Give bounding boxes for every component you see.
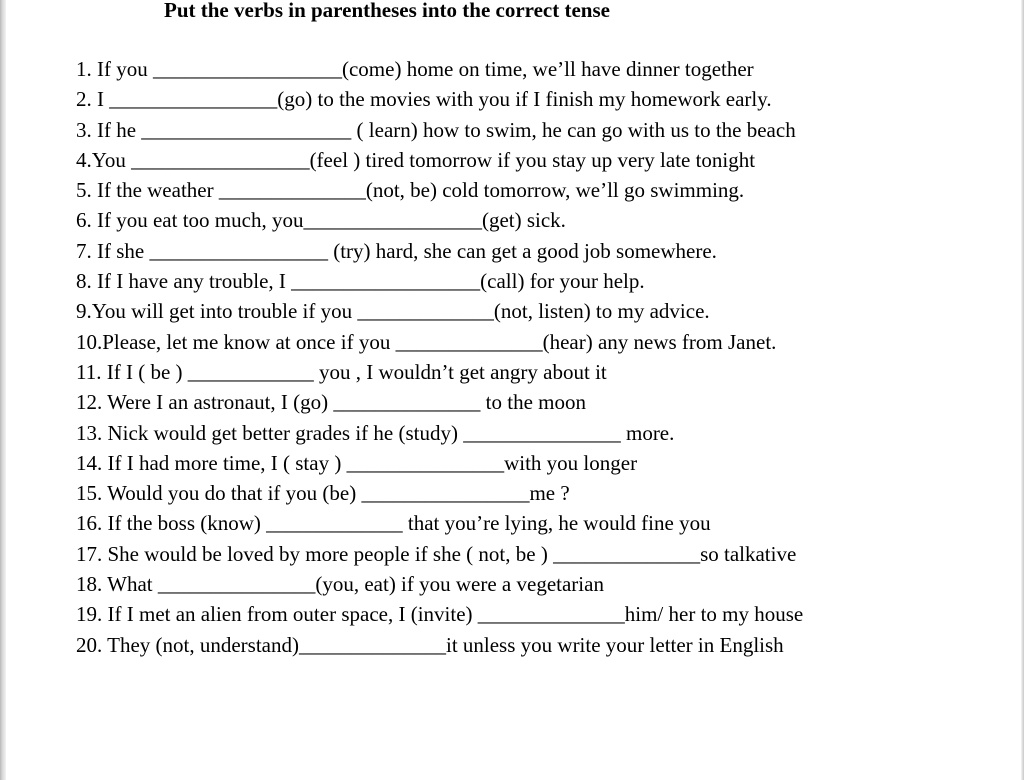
exercise-item-13: 13. Nick would get better grades if he (study) _______________ more. — [76, 420, 675, 445]
exercise-item-10: 10.Please, let me know at once if you ______________(hear) any news from Janet. — [76, 329, 777, 354]
exercise-item-17: 17. She would be loved by more people if she ( not, be ) ______________so talkative — [76, 541, 797, 566]
exercise-item-2: 2. I ________________(go) to the movies with you if I finish my homework early. — [76, 87, 772, 112]
exercise-item-16: 16. If the boss (know) _____________ that you’re lying, he would fine you — [76, 511, 711, 536]
exercise-item-15: 15. Would you do that if you (be) ________________me ? — [76, 481, 570, 506]
exercise-item-6: 6. If you eat too much, you_________________(get) sick. — [76, 208, 566, 233]
exercise-item-12: 12. Were I an astronaut, I (go) ______________ to the moon — [76, 390, 586, 415]
exercise-item-7: 7. If she _________________ (try) hard, she can get a good job somewhere. — [76, 238, 717, 263]
exercise-item-14: 14. If I had more time, I ( stay ) _______________with you longer — [76, 450, 638, 475]
page-left-edge-shadow — [0, 0, 6, 780]
worksheet-title: Put the verbs in parentheses into the correct tense — [164, 0, 610, 22]
exercise-item-9: 9.You will get into trouble if you _____________(not, listen) to my advice. — [76, 299, 710, 324]
exercise-item-20: 20. They (not, understand)______________it unless you write your letter in English — [76, 632, 784, 657]
exercise-item-4: 4.You _________________(feel ) tired tomorrow if you stay up very late tonight — [76, 147, 756, 172]
exercise-item-18: 18. What _______________(you, eat) if you were a vegetarian — [76, 572, 604, 597]
exercise-item-5: 5. If the weather ______________(not, be) cold tomorrow, we’ll go swimming. — [76, 178, 745, 203]
exercise-item-1: 1. If you __________________(come) home on time, we’ll have dinner together — [76, 57, 754, 81]
exercise-item-8: 8. If I have any trouble, I __________________(call) for your help. — [76, 269, 645, 294]
exercise-list — [76, 56, 803, 662]
exercise-item-3: 3. If he ____________________ ( learn) how to swim, he can go with us to the beach — [76, 117, 796, 142]
exercise-item-19: 19. If I met an alien from outer space, I (invite) ______________him/ her to my house — [76, 602, 804, 627]
exercise-item-11: 11. If I ( be ) ____________ you , I wouldn’t get angry about it — [76, 359, 607, 384]
